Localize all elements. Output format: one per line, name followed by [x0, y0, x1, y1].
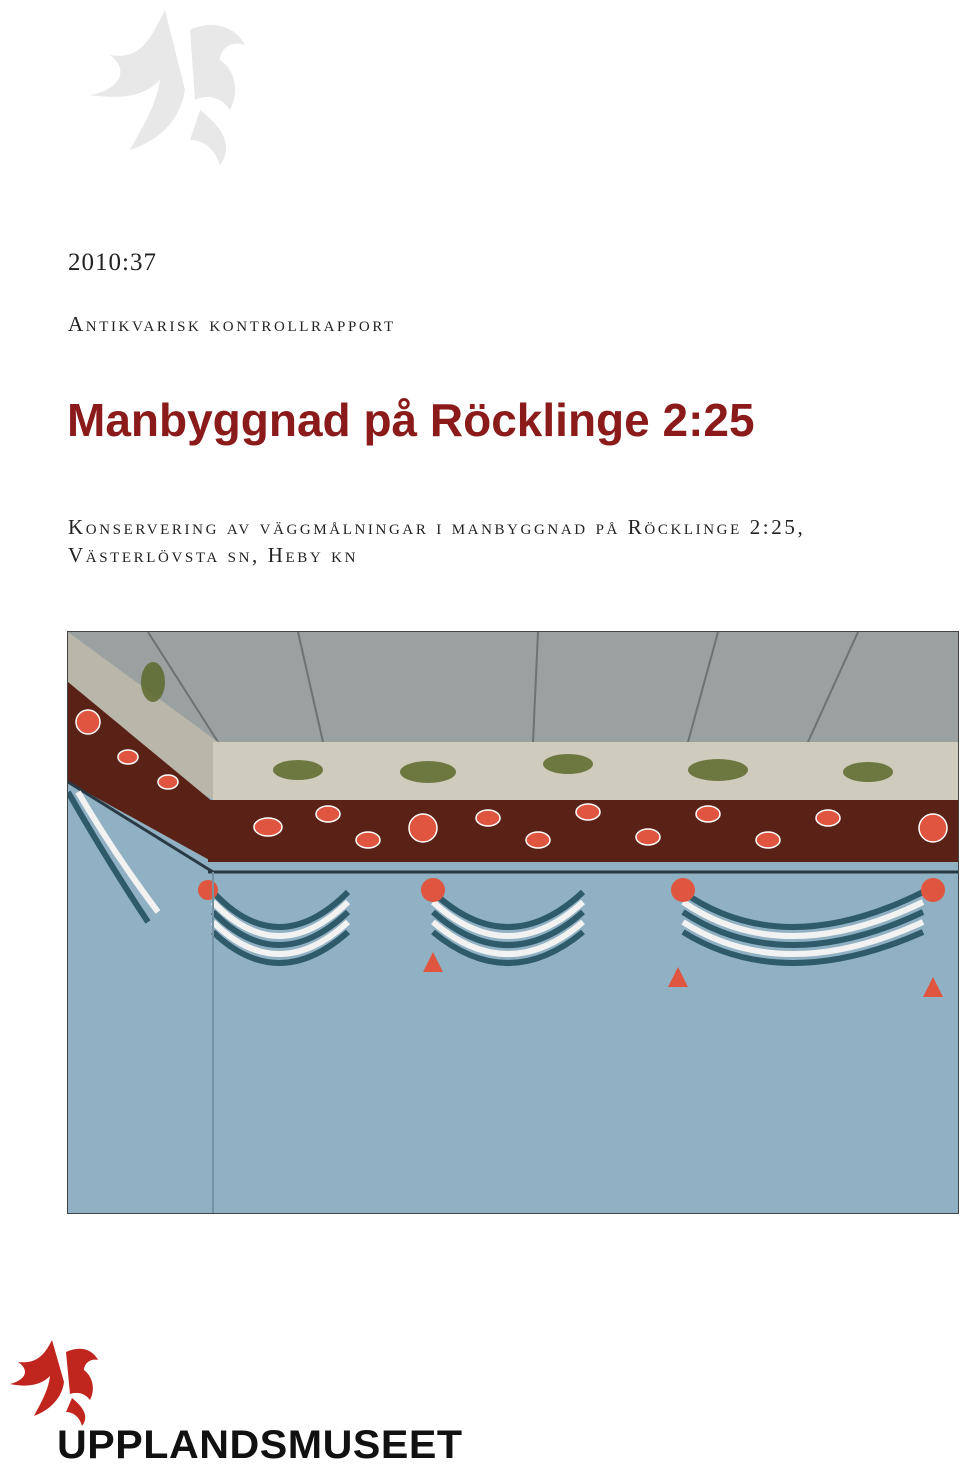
- cover-photo: [67, 631, 959, 1214]
- watermark-griffin-icon: [70, 0, 290, 170]
- page-subtitle: Konservering av väggmålningar i manbyggnad på Röcklinge 2:25, Västerlövsta sn, Heby kn: [68, 515, 806, 567]
- page-title: Manbyggnad på Röcklinge 2:25: [67, 394, 755, 446]
- griffin-icon: [8, 1338, 118, 1428]
- publisher-logo-text: UPPLANDSMUSEET: [57, 1423, 463, 1467]
- report-number: 2010:37: [68, 249, 157, 276]
- report-series: Antikvarisk kontrollrapport: [68, 312, 396, 336]
